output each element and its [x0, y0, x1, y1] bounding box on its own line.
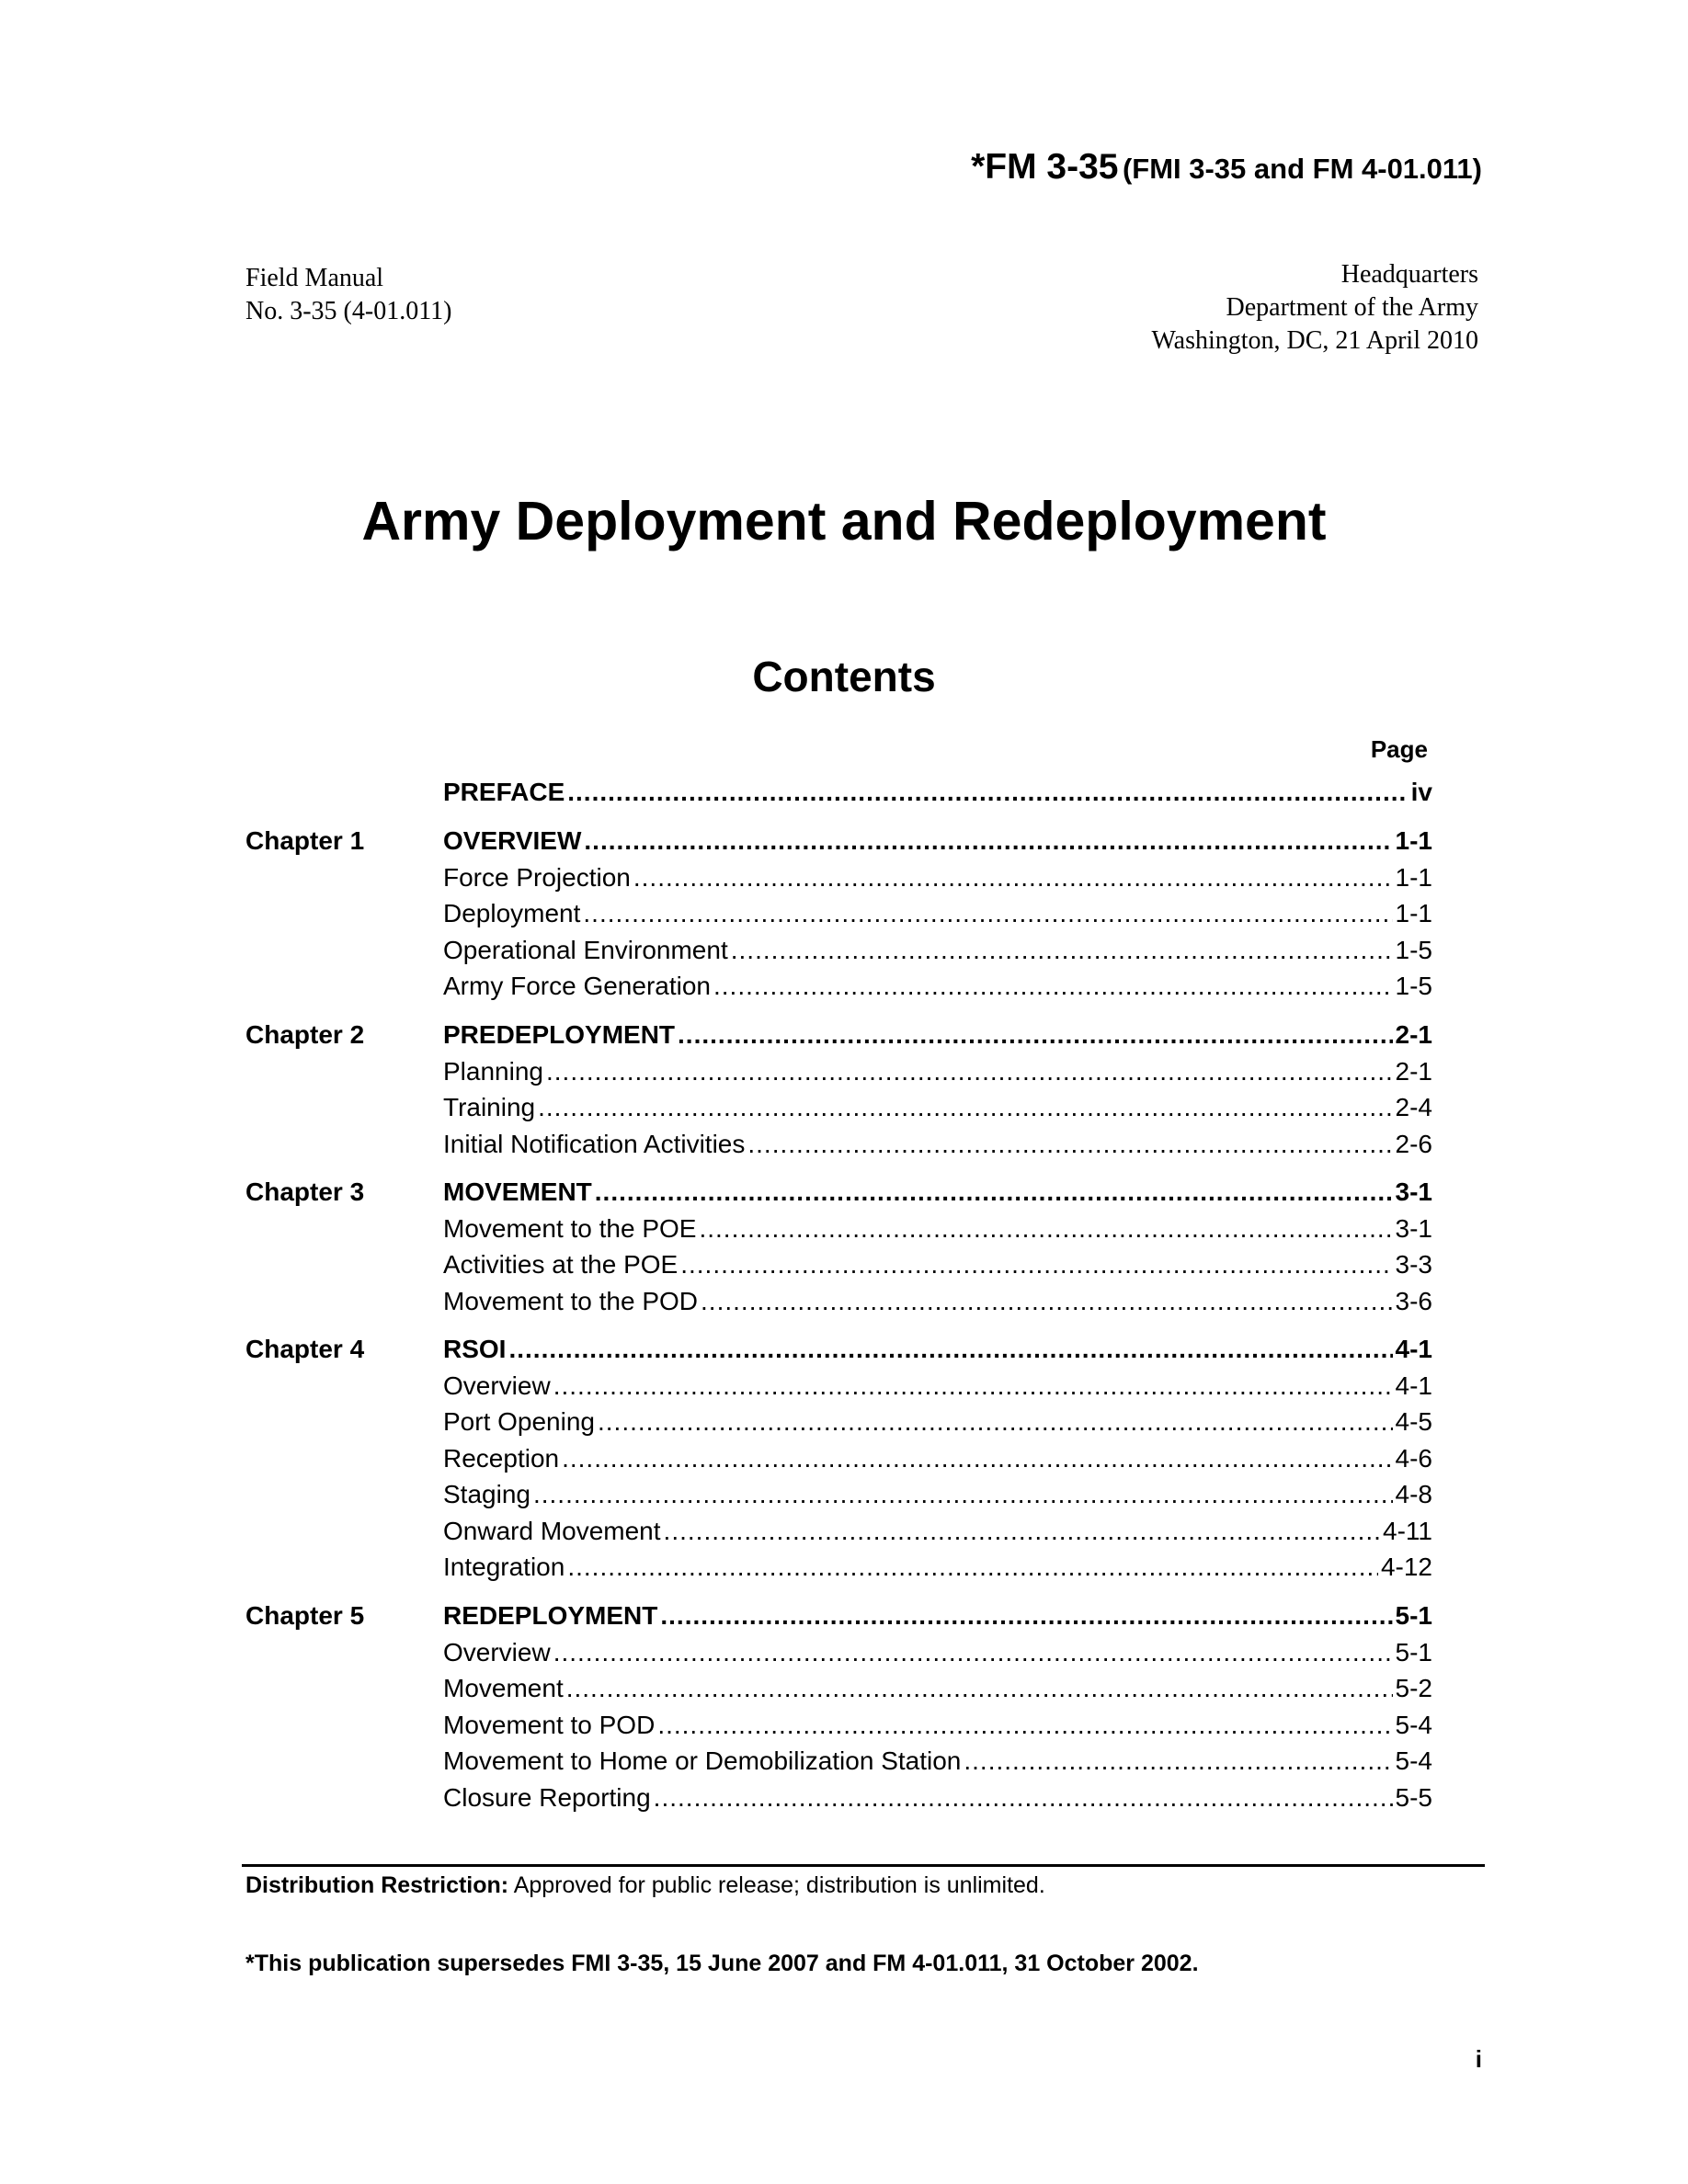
- toc-entry[interactable]: [443, 968, 1432, 1005]
- toc-entry[interactable]: [443, 1174, 1432, 1211]
- toc-entry-page: iv: [1410, 778, 1432, 806]
- toc-dot-leader: [964, 1743, 1392, 1780]
- toc-entry-title: Force Projection: [443, 862, 631, 892]
- toc-dot-leader: [508, 1331, 1392, 1368]
- toc-entry[interactable]: [443, 823, 1432, 859]
- toc-dot-leader: [699, 1211, 1392, 1247]
- field-manual-block: [245, 262, 451, 328]
- toc-entry[interactable]: [443, 1126, 1432, 1163]
- toc-dot-leader: [657, 1707, 1392, 1744]
- toc-chapter-label: Chapter 2: [245, 1020, 365, 1049]
- toc-dot-leader: [731, 932, 1393, 969]
- toc-entry-page: 4-11: [1383, 1516, 1432, 1545]
- toc-entry-page: 4-12: [1380, 1553, 1432, 1581]
- toc-entry[interactable]: [443, 932, 1432, 969]
- toc-dot-leader: [566, 1670, 1393, 1707]
- toc-entry-title: Staging: [443, 1480, 530, 1508]
- toc-dot-leader: [533, 1476, 1393, 1513]
- toc-dot-leader: [583, 895, 1392, 932]
- toc-entry-title: Movement to Home or Demobilization Station: [443, 1746, 962, 1775]
- toc-entry-page: 4-5: [1395, 1407, 1432, 1436]
- toc-dot-leader: [747, 1126, 1392, 1163]
- toc-dot-leader: [567, 774, 1408, 811]
- department-label: Department of the Army: [1226, 293, 1478, 322]
- toc-entry-title: Planning: [443, 1056, 543, 1086]
- toc-entry-page: 1-1: [1395, 862, 1432, 892]
- toc-dot-leader: [567, 1549, 1378, 1586]
- toc-entry[interactable]: [443, 1368, 1432, 1405]
- toc-entry[interactable]: [443, 1707, 1432, 1744]
- toc-entry-page: 5-4: [1395, 1710, 1432, 1739]
- toc-entry[interactable]: [443, 1017, 1432, 1053]
- toc-dot-leader: [680, 1246, 1392, 1283]
- toc-entry-title: Activities at the POE: [443, 1250, 679, 1279]
- toc-dot-leader: [553, 1368, 1393, 1405]
- toc-dot-leader: [633, 859, 1393, 896]
- toc-dot-leader: [538, 1089, 1392, 1126]
- toc-entry-title: Movement to the POE: [443, 1213, 697, 1243]
- toc-entry-page: 4-1: [1395, 1371, 1432, 1400]
- toc-entry-page: 1-1: [1395, 899, 1432, 927]
- headquarters-label: Headquarters: [1340, 260, 1478, 289]
- toc-entry-page: 2-1: [1395, 1020, 1432, 1049]
- field-manual-label: Field Manual: [245, 264, 384, 292]
- toc-entry[interactable]: [443, 1053, 1432, 1090]
- toc-entry-title: Onward Movement: [443, 1516, 661, 1545]
- footer-divider: [242, 1864, 1485, 1867]
- toc-entry-page: 5-1: [1395, 1601, 1432, 1630]
- toc-entry[interactable]: [443, 1513, 1432, 1550]
- toc-entry[interactable]: [443, 1089, 1432, 1126]
- contents-heading: Contents: [752, 653, 936, 700]
- toc-entry-title: RSOI: [443, 1335, 507, 1363]
- toc-entry-title: Overview: [443, 1371, 551, 1400]
- toc-entry-page: 5-1: [1395, 1637, 1432, 1666]
- toc-entry-page: 5-4: [1395, 1746, 1432, 1775]
- toc-entry-page: 3-1: [1395, 1177, 1432, 1206]
- toc-entry-page: 3-3: [1395, 1250, 1432, 1279]
- page-folio: i: [1475, 2045, 1482, 2073]
- toc-entry-title: Movement to POD: [443, 1710, 656, 1739]
- publication-supersedes-number: (FMI 3-35 and FM 4-01.011): [1122, 153, 1482, 185]
- toc-entry-page: 3-6: [1395, 1286, 1432, 1315]
- toc-entry[interactable]: [443, 1780, 1432, 1816]
- toc-entry[interactable]: [443, 1404, 1432, 1440]
- toc-entry-title: Closure Reporting: [443, 1782, 651, 1812]
- distribution-label: Distribution Restriction:: [245, 1872, 509, 1898]
- toc-dot-leader: [701, 1283, 1393, 1320]
- toc-entry-title: Reception: [443, 1443, 560, 1473]
- headquarters-block: [1151, 258, 1478, 358]
- toc-dot-leader: [553, 1634, 1393, 1671]
- toc-entry-title: Movement to the POD: [443, 1286, 699, 1315]
- toc-entry[interactable]: [443, 1743, 1432, 1780]
- toc-entry[interactable]: [443, 1476, 1432, 1513]
- toc-dot-leader: [595, 1174, 1393, 1211]
- publication-main-number: *FM 3-35: [971, 147, 1119, 187]
- document-title: Army Deployment and Redeployment: [361, 491, 1327, 552]
- toc-entry-page: 1-5: [1395, 935, 1432, 964]
- toc-dot-leader: [713, 968, 1393, 1005]
- toc-entry-page: 1-5: [1395, 972, 1432, 1000]
- toc-entry[interactable]: [443, 1246, 1432, 1283]
- toc-entry-page: 5-5: [1395, 1782, 1432, 1812]
- toc-chapter-label: Chapter 3: [245, 1177, 365, 1206]
- toc-dot-leader: [562, 1440, 1392, 1477]
- toc-entry-title: PREDEPLOYMENT: [443, 1020, 676, 1049]
- toc-dot-leader: [598, 1404, 1393, 1440]
- toc-dot-leader: [660, 1598, 1392, 1634]
- toc-entry-title: Integration: [443, 1553, 565, 1581]
- toc-entry[interactable]: [443, 1670, 1432, 1707]
- distribution-text: Approved for public release; distribution is unlimited.: [513, 1872, 1045, 1898]
- toc-chapter-label: Chapter 1: [245, 826, 365, 855]
- toc-entry-title: PREFACE: [443, 778, 565, 806]
- supersedes-note: *This publication supersedes FMI 3-35, 15 June 2007 and FM 4-01.011, 31 October 2002.: [245, 1951, 1199, 1976]
- toc-entry[interactable]: [443, 1331, 1432, 1368]
- toc-entry[interactable]: [443, 1211, 1432, 1247]
- toc-chapter-label: Chapter 4: [245, 1335, 365, 1363]
- toc-entry-title: MOVEMENT: [443, 1177, 592, 1206]
- toc-entry-title: Port Opening: [443, 1407, 595, 1436]
- toc-entry[interactable]: [443, 1283, 1432, 1320]
- toc-dot-leader: [584, 823, 1392, 859]
- toc-entry-page: 4-8: [1395, 1480, 1432, 1508]
- toc-chapter-label: Chapter 5: [245, 1601, 365, 1630]
- toc-dot-leader: [654, 1780, 1393, 1816]
- toc-entry-page: 1-1: [1395, 826, 1432, 855]
- toc-entry[interactable]: [443, 1549, 1432, 1586]
- publication-number: [971, 147, 1482, 188]
- toc-entry-title: Overview: [443, 1637, 551, 1666]
- toc-entry-title: Initial Notification Activities: [443, 1129, 746, 1158]
- toc-entry[interactable]: [443, 895, 1432, 932]
- toc-dot-leader: [678, 1017, 1393, 1053]
- toc-entry-title: OVERVIEW: [443, 826, 582, 855]
- distribution-restriction: [245, 1869, 1045, 1902]
- toc-dot-leader: [664, 1513, 1380, 1550]
- toc-entry-page: 2-1: [1395, 1056, 1432, 1086]
- toc-entry-page: 3-1: [1395, 1213, 1432, 1243]
- page-column-header: Page: [1370, 735, 1428, 763]
- toc-dot-leader: [546, 1053, 1393, 1090]
- toc-entry[interactable]: [443, 1634, 1432, 1671]
- toc-entry[interactable]: [443, 1598, 1432, 1634]
- field-manual-number: No. 3-35 (4-01.011): [245, 297, 452, 325]
- toc-entry-title: REDEPLOYMENT: [443, 1601, 658, 1630]
- toc-entry-page: 4-1: [1395, 1335, 1432, 1363]
- toc-entry-title: Army Force Generation: [443, 972, 711, 1000]
- toc-entry-title: Movement: [443, 1674, 564, 1702]
- toc-entry-page: 2-6: [1395, 1129, 1432, 1158]
- toc-entry-page: 5-2: [1395, 1674, 1432, 1702]
- toc-entry-title: Deployment: [443, 899, 581, 927]
- location-date: Washington, DC, 21 April 2010: [1151, 326, 1478, 355]
- toc-entry-page: 4-6: [1395, 1443, 1432, 1473]
- toc-entry[interactable]: [443, 1440, 1432, 1477]
- toc-entry[interactable]: [443, 774, 1432, 811]
- toc-entry-page: 2-4: [1395, 1093, 1432, 1121]
- toc-entry-title: Training: [443, 1093, 536, 1121]
- toc-entry[interactable]: [443, 859, 1432, 896]
- toc-entry-title: Operational Environment: [443, 935, 728, 964]
